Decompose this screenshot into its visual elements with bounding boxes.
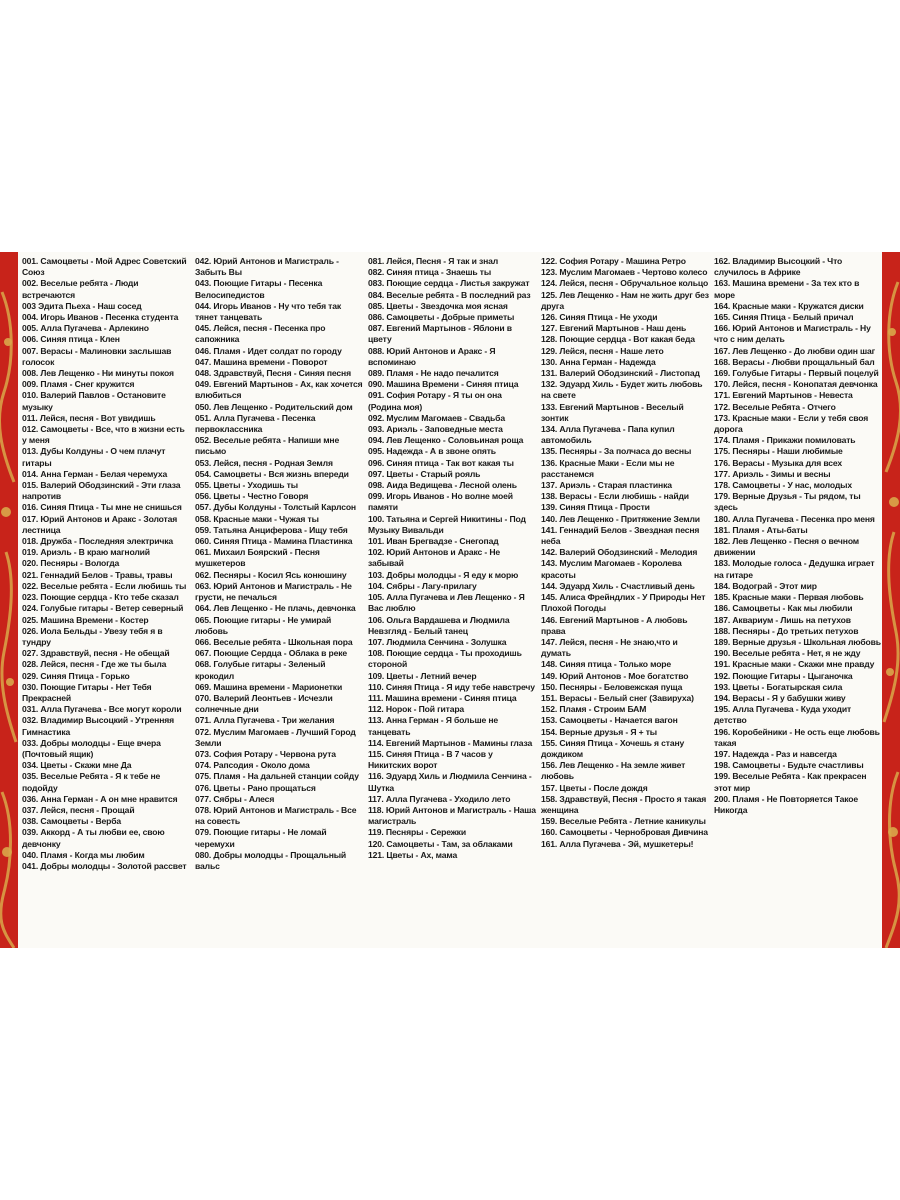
track-entry: 067. Поющие Сердца - Облака в реке	[195, 648, 348, 659]
track-entry: 084. Веселые ребята - В последний раз	[368, 289, 531, 300]
track-entry: 006. Синяя птица - Клен	[22, 334, 120, 345]
track-entry: 093. Ариэль - Заповедные места	[368, 424, 503, 435]
track-entry: 066. Веселые ребята - Школьная пора	[195, 636, 353, 647]
track-entry: 008. Лев Лещенко - Ни минуты покоя	[22, 368, 174, 379]
track-entry: 183. Молодые голоса - Дедушка играет на гитаре	[714, 558, 875, 580]
track-entry: 048. Здравствуй, Песня - Синяя песня	[195, 368, 351, 379]
track-entry: 079. Поющие гитары - Не ломай черемухи	[195, 827, 327, 849]
track-entry: 020. Песняры - Вологда	[22, 558, 120, 569]
track-entry: 106. Ольга Вардашева и Людмила Невзгляд - Белый танец	[368, 614, 510, 636]
track-entry: 042. Юрий Антонов и Магистраль - Забыть Вы	[195, 256, 339, 278]
track-entry: 128. Поющие сердца - Вот какая беда	[541, 334, 695, 345]
track-entry: 101. Иван Брегвадзе - Снегопад	[368, 536, 499, 547]
track-entry: 068. Голубые гитары - Зеленый крокодил	[195, 659, 326, 681]
track-entry: 152. Пламя - Строим БАМ	[541, 704, 647, 715]
track-entry: 063. Юрий Антонов и Магистраль - Не грусти, не печалься	[195, 580, 352, 603]
track-entry: 036. Анна Герман - А он мне нравится	[22, 793, 178, 804]
track-entry: 075. Пламя - На дальней станции сойду	[195, 771, 359, 782]
track-entry: 052. Веселые ребята - Напиши мне письмо	[195, 435, 340, 457]
track-entry: 165. Синяя Птица - Белый причал	[714, 312, 854, 323]
track-entry: 151. Верасы - Белый снег (Завируха)	[541, 692, 694, 703]
track-entry: 174. Пламя - Прикажи помиловать	[714, 435, 856, 446]
track-entry: 173. Красные маки - Если у тебя своя дорога	[714, 412, 869, 435]
track-entry: 030. Поющие Гитары - Нет Тебя Прекрасней	[22, 681, 152, 703]
track-entry: 096. Синяя птица - Так вот какая ты	[368, 457, 514, 468]
track-entry: 177. Ариэль - Зимы и весны	[714, 468, 831, 479]
track-entry: 033. Добры молодцы - Еще вчера (Почтовый ящик)	[22, 737, 161, 759]
track-entry: 032. Владимир Высоцкий - Утренняя Гимнастика	[22, 715, 174, 737]
track-entry: 060. Синяя Птица - Мамина Пластинка	[195, 536, 353, 547]
track-entry: 118. Юрий Антонов и Магистраль - Наша магистраль	[368, 804, 536, 827]
track-entry: 057. Дубы Колдуны - Толстый Карлсон	[195, 502, 356, 513]
track-entry: 091. София Ротару - Я ты он она (Родина моя)	[368, 390, 502, 412]
track-entry: 193. Цветы - Богатырская сила	[714, 681, 843, 692]
track-entry: 098. Аида Ведищева - Лесной олень	[368, 480, 517, 491]
track-entry: 111. Машина времени - Синяя птица	[368, 692, 517, 703]
track-entry: 115. Синяя Птица - В 7 часов у Никитских ворот	[368, 748, 493, 771]
track-entry: 100. Татьяна и Сергей Никитины - Под Музыку Вивальди	[368, 513, 526, 535]
track-entry: 053. Лейся, песня - Родная Земля	[195, 457, 333, 468]
track-entry: 059. Татьяна Анциферова - Ищу тебя	[195, 524, 348, 535]
track-entry: 198. Самоцветы - Будьте счастливы	[714, 760, 864, 771]
track-entry: 009. Пламя - Снег кружится	[22, 379, 135, 390]
track-entry: 085. Цветы - Звездочка моя ясная	[368, 300, 508, 311]
track-entry: 061. Михаил Боярский - Песня мушкетеров	[195, 547, 320, 569]
track-entry: 081. Лейся, Песня - Я так и знал	[368, 256, 499, 266]
track-entry: 192. Поющие Гитары - Цыганочка	[714, 670, 853, 681]
track-entry: 141. Геннадий Белов - Звездная песня неба	[541, 524, 700, 547]
track-entry: 001. Самоцветы - Мой Адрес Советский Союз	[22, 256, 187, 278]
track-entry: 195. Алла Пугачева - Куда уходит детство	[714, 704, 852, 726]
track-entry: 166. Юрий Антонов и Магистраль - Ну что с ним делать	[714, 323, 871, 345]
track-entry: 023. Поющие сердца - Кто тебе сказал	[22, 592, 179, 603]
track-entry: 043. Поющие Гитары - Песенка Велосипедистов	[195, 278, 323, 300]
track-entry: 055. Цветы - Уходишь ты	[195, 480, 298, 491]
track-entry: 122. София Ротару - Машина Ретро	[541, 256, 686, 266]
track-entry: 027. Здравствуй, песня - Не обещай	[22, 648, 170, 659]
track-entry: 130. Анна Герман - Надежда	[541, 356, 656, 367]
track-entry: 168. Верасы - Любви прощальный бал	[714, 356, 875, 367]
track-list-panel	[18, 252, 882, 948]
track-entry: 182. Лев Лещенко - Песня о вечном движении	[714, 536, 860, 558]
track-entry: 179. Верные Друзья - Ты рядом, ты здесь	[714, 491, 861, 513]
track-entry: 090. Машина Времени - Синяя птица	[368, 379, 519, 390]
track-entry: 153. Самоцветы - Начается вагон	[541, 715, 678, 726]
track-entry: 065. Поющие гитары - Не умирай любовь	[195, 614, 332, 636]
track-entry: 028. Лейся, песня - Где же ты была	[22, 659, 167, 670]
track-entry: 156. Лев Лещенко - На земле живет любовь	[541, 760, 686, 782]
track-entry: 160. Самоцветы - Чернобровая Дивчина	[541, 827, 708, 838]
track-entry: 123. Муслим Магомаев - Чертово колесо	[541, 267, 708, 278]
track-entry: 014. Анна Герман - Белая черемуха	[22, 468, 168, 479]
track-entry: 064. Лев Лещенко - Не плачь, девчонка	[195, 603, 356, 614]
track-column-4	[541, 256, 709, 850]
track-entry: 171. Евгений Мартынов - Невеста	[714, 390, 853, 401]
track-entry: 046. Пламя - Идет солдат по городу	[195, 345, 342, 356]
track-entry: 029. Синяя Птица - Горько	[22, 670, 130, 681]
track-entry: 181. Пламя - Аты-баты	[714, 524, 808, 535]
track-entry: 155. Синяя Птица - Хочешь я стану дождиком	[541, 737, 685, 759]
track-entry: 184. Водограй - Этот мир	[714, 580, 817, 591]
track-entry: 095. Надежда - А в звоне опять	[368, 446, 496, 457]
track-entry: 054. Самоцветы - Вся жизнь впереди	[195, 468, 349, 479]
track-entry: 138. Верасы - Если любишь - найди	[541, 491, 689, 502]
cd-insert-sheet	[0, 252, 900, 948]
track-entry: 038. Самоцветы - Верба	[22, 816, 122, 827]
track-entry: 172. Веселые Ребята - Отчего	[714, 401, 836, 412]
track-entry: 133. Евгений Мартынов - Веселый зонтик	[541, 401, 684, 423]
track-entry: 108. Поющие сердца - Ты проходишь стороной	[368, 648, 522, 670]
track-entry: 049. Евгений Мартынов - Ах, как хочется влюбиться	[195, 379, 363, 401]
track-entry: 197. Надежда - Раз и навсегда	[714, 748, 837, 759]
track-entry: 015. Валерий Ободзинский - Эти глаза напротив	[22, 480, 181, 502]
track-column-1	[22, 256, 190, 872]
track-entry: 116. Эдуард Хиль и Людмила Сенчина - Шутка	[368, 771, 532, 793]
track-entry: 097. Цветы - Старый рояль	[368, 468, 481, 479]
track-column-2	[195, 256, 363, 872]
track-entry: 143. Муслим Магомаев - Королева красоты	[541, 558, 682, 580]
track-entry: 112. Норок - Пой гитара	[368, 704, 465, 715]
track-entry: 040. Пламя - Когда мы любим	[22, 849, 145, 860]
track-entry: 196. Коробейники - Не ость еще любовь такая	[714, 726, 880, 748]
track-column-3	[368, 256, 536, 861]
track-entry: 041. Добры молодцы - Золотой рассвет	[22, 860, 187, 871]
track-entry: 131. Валерий Ободзинский - Листопад	[541, 368, 700, 379]
track-entry: 137. Ариэль - Старая пластинка	[541, 480, 672, 491]
track-entry: 163. Машина времени - За тех кто в море	[714, 278, 860, 300]
track-entry: 140. Лев Лещенко - Притяжение Земли	[541, 513, 700, 524]
track-entry: 010. Валерий Павлов - Остановите музыку	[22, 390, 166, 412]
track-entry: 021. Геннадий Белов - Травы, травы	[22, 569, 173, 580]
track-entry: 089. Пламя - Не надо печалится	[368, 368, 499, 379]
track-entry: 194. Верасы - Я у бабушки живу	[714, 692, 846, 703]
track-entry: 117. Алла Пугачева - Уходило лето	[368, 793, 511, 804]
track-entry: 092. Муслим Магомаев - Свадьба	[368, 412, 505, 423]
track-entry: 070. Валерий Леонтьев - Исчезли солнечные дни	[195, 692, 333, 715]
track-entry: 126. Синяя Птица - Не уходи	[541, 312, 658, 323]
track-entry: 076. Цветы - Рано прощаться	[195, 782, 316, 793]
track-entry: 169. Голубые Гитары - Первый поцелуй	[714, 368, 879, 379]
track-entry: 026. Иола Бельды - Увезу тебя я в тундру	[22, 625, 163, 647]
track-entry: 017. Юрий Антонов и Аракс - Золотая лестница	[22, 513, 178, 535]
track-entry: 074. Рапсодия - Около дома	[195, 760, 310, 771]
track-entry: 024. Голубые гитары - Ветер северный	[22, 603, 184, 614]
track-entry: 180. Алла Пугачева - Песенка про меня	[714, 513, 875, 524]
track-entry: 129. Лейся, песня - Наше лето	[541, 345, 664, 356]
track-entry: 002. Веселые ребята - Люди встречаются	[22, 278, 139, 300]
track-entry: 167. Лев Лещенко - До любви один шаг	[714, 345, 876, 356]
track-entry: 012. Самоцветы - Все, что в жизни есть у меня	[22, 424, 185, 446]
track-entry: 125. Лев Лещенко - Нам не жить друг без друга	[541, 289, 709, 311]
track-entry: 199. Веселые Ребята - Как прекрасен этот мир	[714, 771, 867, 793]
track-entry: 044. Игорь Иванов - Ну что тебя так тянет танцевать	[195, 300, 342, 323]
track-entry: 154. Верные друзья - Я + ты	[541, 726, 657, 737]
track-entry: 037. Лейся, песня - Прощай	[22, 804, 135, 815]
track-entry: 069. Машина времени - Марионетки	[195, 681, 343, 692]
track-entry: 105. Алла Пугачева и Лев Лещенко - Я Вас люблю	[368, 592, 525, 614]
track-entry: 162. Владимир Высоцкий - Что случилось в Африке	[714, 256, 843, 278]
track-entry: 018. Дружба - Последняя электричка	[22, 536, 174, 547]
track-entry: 200. Пламя - Не Повторяется Такое Никогда	[714, 793, 859, 815]
track-entry: 087. Евгений Мартынов - Яблони в цвету	[368, 323, 512, 345]
track-entry: 191. Красные маки - Скажи мне правду	[714, 659, 875, 670]
track-entry: 073. София Ротару - Червона рута	[195, 748, 336, 759]
track-entry: 031. Алла Пугачева - Все могут короли	[22, 704, 182, 715]
track-entry: 011. Лейся, песня - Вот увидишь	[22, 412, 156, 423]
track-entry: 142. Валерий Ободзинский - Мелодия	[541, 547, 698, 558]
track-entry: 188. Песняры - До третьих петухов	[714, 625, 859, 636]
track-entry: 121. Цветы - Ах, мама	[368, 849, 458, 860]
track-entry: 189. Верные друзья - Школьная любовь	[714, 636, 881, 647]
track-entry: 147. Лейся, песня - Не знаю,что и думать	[541, 636, 678, 659]
track-entry: 082. Синяя птица - Знаешь ты	[368, 267, 492, 278]
track-entry: 178. Самоцветы - У нас, молодых	[714, 480, 852, 491]
track-entry: 114. Евгений Мартынов - Мамины глаза	[368, 737, 533, 748]
track-entry: 077. Сябры - Алеся	[195, 793, 275, 804]
track-entry: 035. Веселые Ребята - Я к тебе не подойду	[22, 771, 161, 793]
track-entry: 119. Песняры - Сережки	[368, 827, 466, 838]
track-entry: 022. Веселые ребята - Если любишь ты	[22, 580, 187, 591]
track-entry: 083. Поющие сердца - Листья закружат	[368, 278, 530, 289]
track-entry: 186. Самоцветы - Как мы любили	[714, 603, 853, 614]
track-entry: 072. Муслим Магомаев - Лучший Город Земли	[195, 726, 356, 748]
track-entry: 034. Цветы - Скажи мне Да	[22, 760, 132, 771]
track-entry: 159. Веселые Ребята - Летние каникулы	[541, 816, 706, 827]
track-entry: 007. Верасы - Малиновки заслышав голосок	[22, 345, 172, 367]
track-entry: 019. Ариэль - В краю магнолий	[22, 547, 150, 558]
track-entry: 135. Песняры - За полчаса до весны	[541, 446, 692, 457]
track-entry: 146. Евгений Мартынов - А любовь права	[541, 614, 688, 636]
track-entry: 025. Машина Времени - Костер	[22, 614, 149, 625]
track-entry: 145. Алиса Фрейндлих - У Природы Нет Плохой Погоды	[541, 592, 706, 614]
track-entry: 004. Игорь Иванов - Песенка студента	[22, 312, 179, 323]
track-entry: 110. Синяя Птица - Я иду тебе навстречу	[368, 681, 535, 692]
track-entry: 176. Верасы - Музыка для всех	[714, 457, 843, 468]
track-entry: 157. Цветы - После дождя	[541, 782, 648, 793]
track-column-5	[714, 256, 882, 816]
track-entry: 185. Красные маки - Первая любовь	[714, 592, 864, 603]
track-entry: 120. Самоцветы - Там, за облаками	[368, 838, 513, 849]
track-entry: 047. Машина времени - Поворот	[195, 356, 328, 367]
track-entry: 062. Песняры - Косил Ясь конюшину	[195, 569, 347, 580]
track-entry: 175. Песняры - Наши любимые	[714, 446, 843, 457]
track-entry: 158. Здравствуй, Песня - Просто я такая женщина	[541, 793, 707, 815]
track-entry: 148. Синяя птица - Только море	[541, 659, 672, 670]
track-entry: 056. Цветы - Честно Говоря	[195, 491, 309, 502]
track-entry: 149. Юрий Антонов - Мое богатство	[541, 670, 689, 681]
track-entry: 005. Алла Пугачева - Арлекино	[22, 323, 149, 334]
track-entry: 190. Веселые ребята - Нет, я не жду	[714, 648, 861, 659]
track-entry: 139. Синяя Птица - Прости	[541, 502, 650, 513]
track-entry: 058. Красные маки - Чужая ты	[195, 513, 319, 524]
track-entry: 088. Юрий Антонов и Аракс - Я вспоминаю	[368, 345, 496, 367]
track-entry: 124. Лейся, песня - Обручальное кольцо	[541, 278, 709, 289]
track-entry: 132. Эдуард Хиль - Будет жить любовь на свете	[541, 379, 703, 401]
track-entry: 164. Красные маки - Кружатся диски	[714, 300, 864, 311]
track-entry: 099. Игорь Иванов - Но волне моей памяти	[368, 491, 513, 513]
track-entry: 136. Красные Маки - Если мы не расстанемся	[541, 457, 675, 479]
track-entry: 050. Лев Лещенко - Родительский дом	[195, 401, 353, 412]
track-entry: 161. Алла Пугачева - Эй, мушкетеры!	[541, 838, 694, 849]
track-entry: 150. Песняры - Беловежская пуща	[541, 681, 683, 692]
track-entry: 039. Аккорд - А ты любви ее, свою девчонку	[22, 827, 165, 849]
track-entry: 127. Евгений Мартынов - Наш день	[541, 323, 687, 334]
track-entry: 113. Анна Герман - Я больше не танцевать	[368, 715, 499, 737]
track-entry: 134. Алла Пугачева - Папа купил автомобиль	[541, 424, 675, 446]
track-entry: 045. Лейся, песня - Песенка про сапожника	[195, 323, 326, 345]
track-entry: 016. Синяя Птица - Ты мне не снишься	[22, 502, 182, 513]
track-entry: 107. Людмила Сенчина - Золушка	[368, 636, 507, 647]
track-entry: 144. Эдуард Хиль - Счастливый день	[541, 580, 695, 591]
track-entry: 170. Лейся, песня - Конопатая девчонка	[714, 379, 878, 390]
track-entry: 187. Аквариум - Лишь на петухов	[714, 614, 851, 625]
track-entry: 109. Цветы - Летний вечер	[368, 670, 477, 681]
track-entry: 080. Добры молодцы - Прощальный вальс	[195, 849, 347, 871]
track-entry: 102. Юрий Антонов и Аракс - Не забывай	[368, 547, 501, 569]
track-entry: 104. Сябры - Лагу-прилагу	[368, 580, 477, 591]
track-entry: 003 Эдита Пьеха - Наш сосед	[22, 300, 142, 311]
track-entry: 094. Лев Лещенко - Соловьиная роща	[368, 435, 524, 446]
track-entry: 071. Алла Пугачева - Три желания	[195, 715, 335, 726]
track-entry: 078. Юрий Антонов и Магистраль - Все на совесть	[195, 804, 357, 827]
track-entry: 086. Самоцветы - Добрые приметы	[368, 312, 515, 323]
track-entry: 103. Добры молодцы - Я еду к морю	[368, 569, 519, 580]
track-entry: 051. Алла Пугачева - Песенка первоклассника	[195, 412, 316, 435]
track-entry: 013. Дубы Колдуны - О чем плачут гитары	[22, 446, 166, 468]
